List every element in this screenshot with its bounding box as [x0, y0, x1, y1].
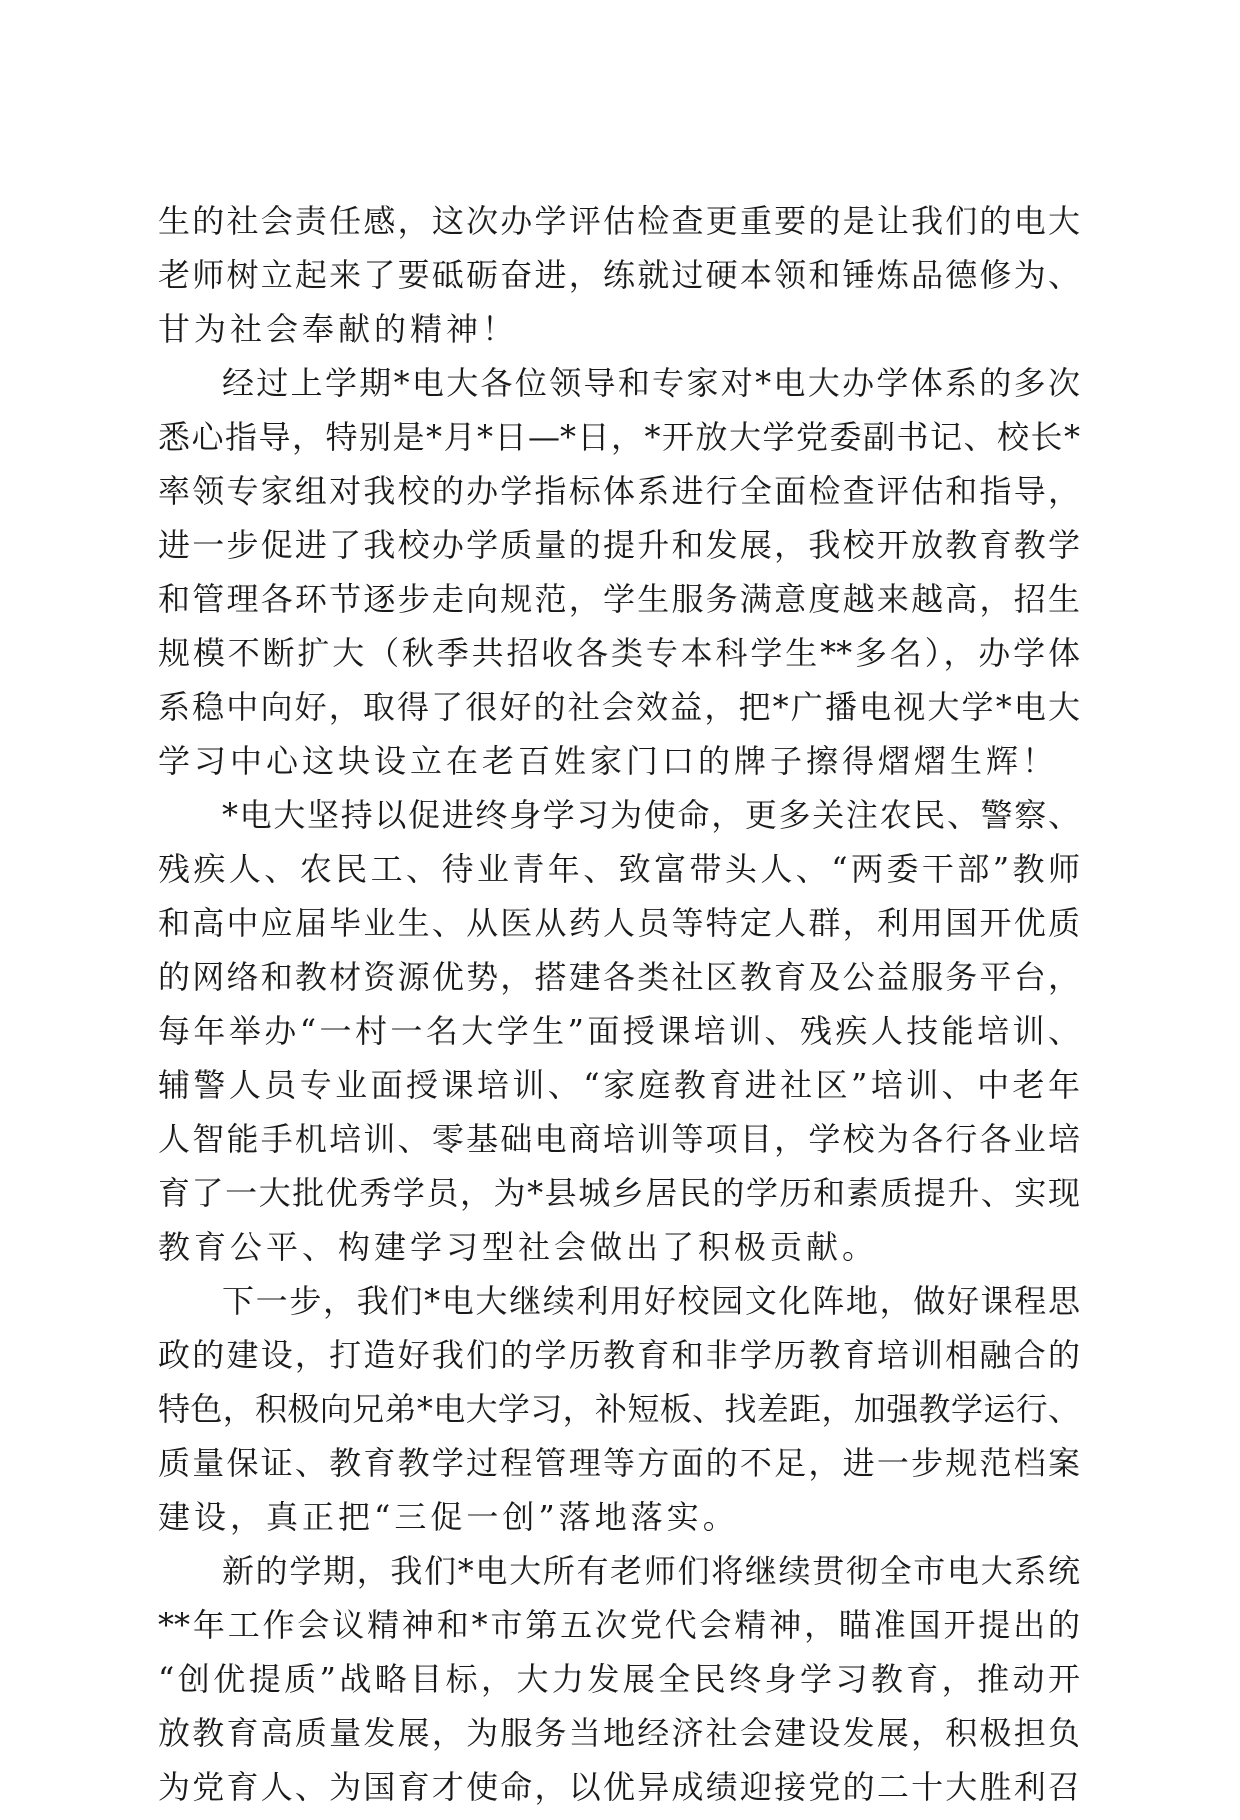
paragraph-3-line-2: 残疾人、农民工、待业青年、致富带头人、“两委干部”教师: [158, 850, 1080, 888]
paragraph-2-line-7: 系稳中向好，取得了很好的社会效益，把*广播电视大学*电大: [158, 688, 1080, 726]
paragraph-4-line-2: 政的建设，打造好我们的学历教育和非学历教育培训相融合的: [158, 1336, 1080, 1374]
paragraph-2-line-3: 率领专家组对我校的办学指标体系进行全面检查评估和指导，: [158, 472, 1080, 510]
document-body: [158, 200, 1080, 1820]
paragraph-5-line-3: “创优提质”战略目标，大力发展全民终身学习教育，推动开: [158, 1660, 1080, 1698]
paragraph-4-line-1: 下一步，我们*电大继续利用好校园文化阵地，做好课程思: [222, 1282, 1080, 1320]
paragraph-1-line-3: 甘为社会奉献的精神！: [158, 310, 519, 348]
paragraph-3-line-5: 每年举办“一村一名大学生”面授课培训、残疾人技能培训、: [158, 1012, 1080, 1050]
paragraph-3-line-6: 辅警人员专业面授课培训、“家庭教育进社区”培训、中老年: [158, 1066, 1080, 1104]
paragraph-5-line-1: 新的学期，我们*电大所有老师们将继续贯彻全市电大系统: [222, 1552, 1080, 1590]
paragraph-2-line-8: 学习中心这块设立在老百姓家门口的牌子擦得熠熠生辉！: [158, 742, 1059, 780]
paragraph-5-line-4: 放教育高质量发展，为服务当地经济社会建设发展，积极担负: [158, 1714, 1080, 1752]
paragraph-2-line-1: 经过上学期*电大各位领导和专家对*电大办学体系的多次: [222, 364, 1080, 402]
paragraph-4-line-3: 特色，积极向兄弟*电大学习，补短板、找差距，加强教学运行、: [158, 1390, 1080, 1428]
paragraph-2-line-2: 悉心指导，特别是*月*日—*日，*开放大学党委副书记、校长*: [158, 418, 1080, 456]
paragraph-3-line-7: 人智能手机培训、零基础电商培训等项目，学校为各行各业培: [158, 1120, 1080, 1158]
paragraph-3-line-4: 的网络和教材资源优势，搭建各类社区教育及公益服务平台，: [158, 958, 1080, 996]
paragraph-5-line-2: **年工作会议精神和*市第五次党代会精神，瞄准国开提出的: [158, 1606, 1080, 1644]
paragraph-4-line-5: 建设，真正把“三促一创”落地落实。: [158, 1498, 739, 1536]
paragraph-4-line-4: 质量保证、教育教学过程管理等方面的不足，进一步规范档案: [158, 1444, 1080, 1482]
paragraph-1-line-1: 生的社会责任感，这次办学评估检查更重要的是让我们的电大: [158, 202, 1080, 240]
paragraph-2-line-5: 和管理各环节逐步走向规范，学生服务满意度越来越高，招生: [158, 580, 1080, 618]
paragraph-3-line-8: 育了一大批优秀学员，为*县城乡居民的学历和素质提升、实现: [158, 1174, 1080, 1212]
paragraph-5-line-5: 为党育人、为国育才使命，以优异成绩迎接党的二十大胜利召: [158, 1768, 1080, 1806]
paragraph-3-line-3: 和高中应届毕业生、从医从药人员等特定人群，利用国开优质: [158, 904, 1080, 942]
paragraph-2-line-6: 规模不断扩大（秋季共招收各类专本科学生**多名），办学体: [158, 634, 1080, 672]
paragraph-3-line-1: *电大坚持以促进终身学习为使命，更多关注农民、警察、: [222, 796, 1080, 834]
paragraph-3-line-9: 教育公平、构建学习型社会做出了积极贡献。: [158, 1228, 879, 1266]
paragraph-2-line-4: 进一步促进了我校办学质量的提升和发展，我校开放教育教学: [158, 526, 1080, 564]
paragraph-1-line-2: 老师树立起来了要砥砺奋进，练就过硬本领和锤炼品德修为、: [158, 256, 1080, 294]
